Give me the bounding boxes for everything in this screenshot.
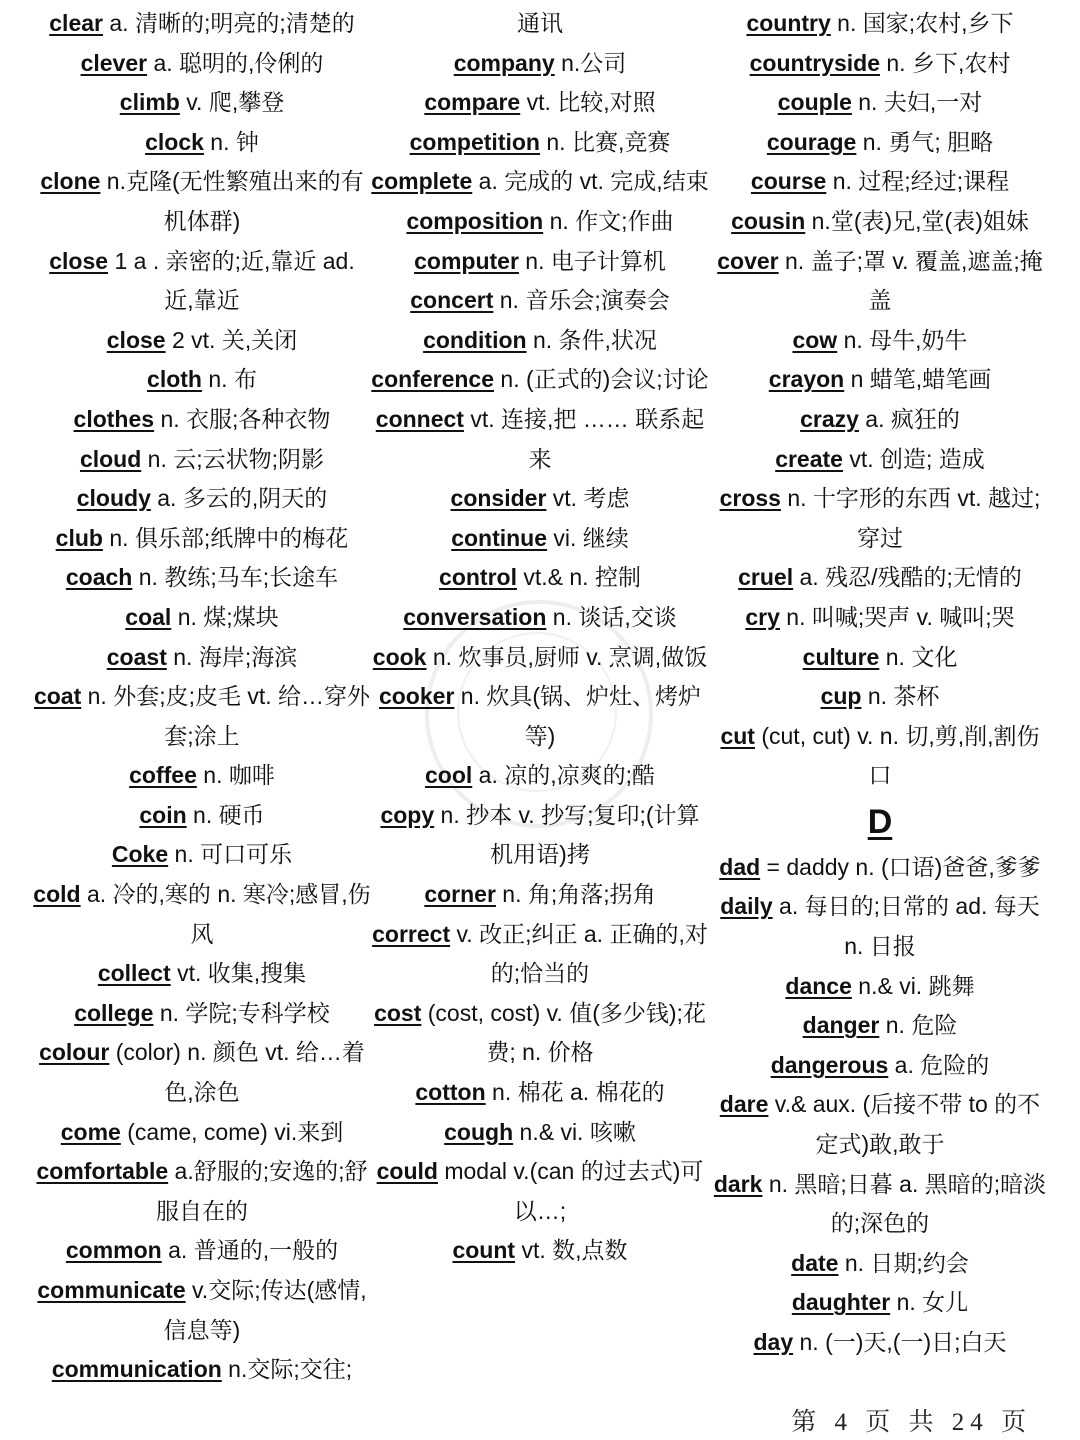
definition: vt. 比较,对照 [520, 89, 656, 116]
vocab-entry [32, 321, 372, 361]
vocab-entry [710, 967, 1050, 1007]
vocab-entry [370, 1113, 710, 1153]
definition: n. 棉花 a. 棉花的 [485, 1079, 665, 1106]
definition: a. 每日的;日常的 ad. 每天 n. 日报 [772, 893, 1040, 960]
headword: cloth [147, 366, 202, 393]
headword: clear [49, 10, 103, 36]
vocab-entry [32, 835, 372, 875]
headword: consider [450, 485, 547, 512]
definition: n. 教练;马车;长途车 [132, 564, 339, 591]
definition: n. 茶杯 [861, 683, 940, 710]
vocab-entry [710, 479, 1050, 558]
headword: culture [802, 643, 880, 670]
headword: clone [40, 168, 101, 195]
definition: n. 咖啡 [196, 762, 275, 789]
vocab-entry [32, 638, 372, 678]
definition: (came, come) vi.来到 [120, 1118, 344, 1145]
headword: coal [125, 603, 172, 630]
headword: coast [106, 643, 167, 670]
definition: n. 作文;作曲 [543, 207, 674, 234]
definition: vt. 数,点数 [515, 1237, 628, 1264]
definition: n. 俱乐部;纸牌中的梅花 [102, 524, 349, 551]
vocab-entry [710, 321, 1050, 361]
headword: cloudy [76, 485, 151, 512]
vocab-entry [710, 360, 1050, 400]
definition: n. 黑暗;日暮 a. 黑暗的;暗淡的;深色的 [762, 1170, 1047, 1237]
vocab-entry [370, 123, 710, 163]
vocab-entry [32, 1271, 372, 1350]
definition: n. 海岸;海滨 [166, 643, 298, 670]
section-letter-heading: D [867, 802, 893, 841]
definition: a. 普通的,一般的 [161, 1237, 339, 1264]
vocab-entry [710, 677, 1050, 717]
vocab-entry [32, 677, 372, 756]
definition: vt. 收集,搜集 [170, 960, 307, 987]
headword: copy [380, 801, 435, 828]
headword: communicate [37, 1277, 186, 1303]
definition: v.交际;传达(感情,信息等) [163, 1277, 367, 1343]
vocab-entry [370, 202, 710, 242]
headword: courage [766, 128, 857, 155]
vocab-entry [710, 1165, 1050, 1244]
vocab-entry [370, 162, 710, 202]
headword: condition [423, 326, 527, 353]
vocab-entry [32, 1152, 372, 1231]
vocab-entry [710, 1046, 1050, 1086]
definition: 通讯 [517, 10, 563, 36]
vocab-entry [710, 400, 1050, 440]
vocab-entry [710, 598, 1050, 638]
headword: comfortable [36, 1158, 169, 1185]
headword: could [376, 1158, 438, 1185]
headword: dad [719, 853, 761, 880]
vocab-entry [32, 1350, 372, 1390]
headword: cold [33, 881, 81, 908]
headword: danger [802, 1012, 880, 1039]
definition: n. 危险 [879, 1012, 958, 1039]
headword: clever [80, 49, 148, 76]
headword: date [791, 1249, 839, 1276]
definition: n. 硬币 [186, 801, 265, 828]
headword: country [746, 10, 831, 36]
headword: close [49, 247, 109, 274]
definition: n. 叫喊;哭声 v. 喊叫;哭 [779, 603, 1015, 630]
vocab-entry [710, 4, 1050, 44]
headword: communication [51, 1356, 222, 1383]
definition: a. 清晰的;明亮的;清楚的 [102, 10, 355, 36]
vocab-entry [32, 44, 372, 84]
vocab-entry [370, 598, 710, 638]
vocab-entry [370, 400, 710, 479]
vocab-entry [370, 558, 710, 598]
headword: company [453, 49, 555, 76]
definition: (cost, cost) v. 值(多少钱);花费; n. 价格 [421, 999, 706, 1066]
definition: n. 日期;约会 [838, 1249, 969, 1276]
headword: cow [792, 326, 838, 353]
page-footer: 第 4 页 共 24 页 [791, 1409, 1032, 1436]
definition: n.& vi. 跳舞 [851, 972, 975, 999]
vocab-entry [370, 994, 710, 1073]
definition: n. 抄本 v. 抄写;复印;(计算机用语)拷 [434, 801, 700, 868]
vocab-entry [32, 83, 372, 123]
vocab-entry [32, 756, 372, 796]
vocab-entry [370, 638, 710, 678]
vocab-entry [710, 242, 1050, 321]
definition: v. 爬,攀登 [179, 89, 285, 116]
vocab-entry [370, 1152, 710, 1231]
definition: n. 外套;皮;皮毛 vt. 给…穿外套;涂上 [81, 683, 371, 749]
headword: corner [424, 881, 496, 908]
column-1 [32, 4, 372, 1390]
headword: concert [410, 287, 494, 314]
vocab-entry [32, 1113, 372, 1153]
headword: complete [371, 168, 473, 195]
vocab-entry [32, 598, 372, 638]
definition: 2 vt. 关,关闭 [165, 326, 298, 353]
vocab-entry [32, 519, 372, 559]
headword: club [55, 524, 103, 551]
definition: n. 比赛,竞赛 [539, 128, 671, 155]
headword: dark [713, 1170, 763, 1197]
vocab-entry [710, 1006, 1050, 1046]
headword: couple [777, 89, 852, 116]
vocab-entry [710, 638, 1050, 678]
headword: cooker [378, 683, 455, 710]
headword: coat [33, 683, 82, 710]
vocab-entry [32, 440, 372, 480]
vocab-entry [710, 717, 1050, 796]
vocab-entry [32, 400, 372, 440]
definition: (cut, cut) v. n. 切,剪,削,割伤口 [754, 722, 1040, 789]
definition: n. 乡下,农村 [880, 49, 1011, 76]
definition: n. 炊具(锅、炉灶、烤炉等) [454, 683, 702, 749]
headword: create [775, 445, 843, 472]
definition: n. (一)天,(一)日;白天 [793, 1329, 1007, 1355]
headword: daily [720, 893, 773, 920]
definition: n. 云;云状物;阴影 [141, 445, 325, 472]
definition: n. 衣服;各种衣物 [154, 405, 331, 432]
vocab-entry [32, 875, 372, 954]
vocab-entry [32, 4, 372, 44]
vocab-entry [710, 1244, 1050, 1284]
headword: composition [406, 207, 544, 234]
definition: n.公司 [554, 49, 627, 76]
definition: n. 谈话,交谈 [546, 603, 677, 630]
headword: connect [375, 405, 464, 432]
vocab-entry [710, 162, 1050, 202]
definition: a. 完成的 vt. 完成,结束 [472, 168, 709, 195]
headword: cross [719, 485, 781, 512]
definition: a. 凉的,凉爽的;酷 [472, 762, 656, 789]
vocab-entry [710, 123, 1050, 163]
vocab-entry [710, 887, 1050, 966]
headword: conversation [403, 603, 547, 630]
vocab-entry [370, 321, 710, 361]
headword: count [452, 1237, 516, 1264]
headword: dare [719, 1091, 769, 1118]
definition: vt. 考虑 [546, 485, 630, 512]
definition: n. 音乐会;演奏会 [493, 287, 670, 314]
headword: cut [720, 722, 755, 749]
definition: n. 钟 [203, 128, 259, 155]
headword: collect [97, 960, 171, 987]
definition: n. 夫妇,一对 [851, 89, 983, 116]
definition: modal v.(can 的过去式)可以…; [437, 1158, 704, 1224]
headword: cook [372, 643, 427, 670]
headword: dance [785, 972, 852, 999]
definition: n.& vi. 咳嗽 [513, 1118, 636, 1145]
definition: n. 国家;农村,乡下 [830, 10, 1014, 36]
headword: daughter [791, 1289, 891, 1316]
headword: close [106, 326, 166, 353]
headword: come [60, 1118, 121, 1145]
vocab-entry [370, 875, 710, 915]
definition: n. 学院;专科学校 [153, 999, 330, 1026]
headword: crazy [800, 405, 859, 432]
vocab-entry [710, 1323, 1050, 1363]
headword: conference [371, 366, 495, 393]
vocab-entry [370, 1231, 710, 1271]
headword: clock [145, 128, 204, 155]
vocab-entry [370, 281, 710, 321]
vocab-entry [710, 848, 1050, 888]
vocab-entry [32, 360, 372, 400]
definition: n. (正式的)会议;讨论 [494, 366, 709, 393]
definition: n.克隆(无性繁殖出来的有机体群) [100, 168, 364, 234]
vocab-entry [370, 360, 710, 400]
definition: v. 改正;纠正 a. 正确的,对的;恰当的 [450, 920, 708, 987]
headword: continue [451, 524, 548, 551]
definition: vt. 连接,把 …… 联系起来 [463, 405, 705, 472]
definition: n. 角;角落;拐角 [495, 881, 656, 908]
vocab-entry [370, 796, 710, 875]
vocab-entry [370, 83, 710, 123]
headword: day [753, 1329, 794, 1355]
vocab-entry [710, 44, 1050, 84]
vocab-entry [710, 558, 1050, 598]
definition: n.堂(表)兄,堂(表)姐妹 [805, 207, 1029, 234]
definition: a. 冷的,寒的 n. 寒冷;感冒,伤风 [80, 881, 371, 947]
vocab-entry [32, 994, 372, 1034]
vocab-entry [32, 1033, 372, 1112]
definition: a. 聪明的,伶俐的 [147, 49, 324, 76]
headword: cruel [738, 564, 794, 591]
vocab-entry [32, 479, 372, 519]
vocab-entry [370, 677, 710, 756]
vocab-entry [32, 162, 372, 241]
definition: n. 炊事员,厨师 v. 烹调,做饭 [426, 643, 708, 670]
headword: competition [409, 128, 540, 155]
headword: control [439, 564, 517, 591]
headword: cousin [731, 207, 806, 234]
headword: cotton [415, 1079, 486, 1106]
vocab-entry [710, 1283, 1050, 1323]
headword: clothes [73, 405, 155, 432]
definition: n. 母牛,奶牛 [837, 326, 968, 353]
definition: a. 危险的 [888, 1051, 990, 1078]
definition: n. 布 [201, 366, 257, 393]
column-2 [370, 4, 710, 1271]
column-3 [710, 4, 1050, 1363]
headword: colour [39, 1039, 110, 1066]
headword: cry [745, 603, 780, 630]
vocab-entry [32, 123, 372, 163]
headword: climb [119, 89, 180, 116]
headword: common [65, 1237, 162, 1264]
definition: n. 过程;经过;课程 [826, 168, 1010, 195]
headword: cool [424, 762, 473, 789]
vocab-entry [710, 202, 1050, 242]
headword: college [74, 999, 154, 1026]
definition: vt. 创造; 造成 [842, 445, 985, 472]
definition: n. 十字形的东西 vt. 越过;穿过 [780, 485, 1041, 551]
definition: n. 女儿 [890, 1289, 969, 1316]
headword: compare [424, 89, 521, 116]
definition: vi. 继续 [547, 524, 629, 551]
definition: a. 残忍/残酷的;无情的 [793, 564, 1022, 591]
vocab-entry [370, 519, 710, 559]
definition: = daddy n. (口语)爸爸,爹爹 [760, 853, 1041, 880]
vocab-entry [370, 242, 710, 282]
definition: vt.& n. 控制 [516, 564, 641, 591]
headword: cough [444, 1118, 514, 1145]
vocab-entry [32, 1231, 372, 1271]
headword: dangerous [770, 1051, 889, 1078]
vocab-entry [32, 558, 372, 598]
headword: coffee [129, 762, 197, 789]
headword: Coke [111, 841, 169, 868]
definition: n. 电子计算机 [518, 247, 666, 274]
definition: n.交际;交往; [221, 1356, 353, 1383]
vocab-entry [32, 242, 372, 321]
vocab-entry [370, 1073, 710, 1113]
definition: n. 条件,状况 [526, 326, 657, 353]
vocab-entry [710, 440, 1050, 480]
definition: n. 可口可乐 [168, 841, 293, 868]
vocab-entry [710, 83, 1050, 123]
vocab-entry [370, 756, 710, 796]
vocab-entry [370, 4, 710, 44]
vocab-entry [370, 479, 710, 519]
definition: a. 多云的,阴天的 [150, 485, 328, 512]
vocab-entry [370, 44, 710, 84]
vocab-entry [32, 954, 372, 994]
headword: crayon [768, 366, 845, 393]
vocab-entry [370, 915, 710, 994]
definition: (color) n. 颜色 vt. 给…着色,涂色 [109, 1039, 365, 1106]
headword: cover [717, 247, 779, 274]
definition: a.舒服的;安逸的;舒服自在的 [156, 1158, 368, 1224]
definition: n. 文化 [879, 643, 958, 670]
headword: countryside [749, 49, 880, 76]
definition: v.& aux. (后接不带 to 的不定式)敢,敢于 [768, 1091, 1041, 1158]
headword: correct [372, 920, 451, 947]
vocab-entry [710, 1085, 1050, 1164]
definition: n. 煤;煤块 [171, 603, 279, 630]
definition: 1 a . 亲密的;近,靠近 ad. 近,靠近 [108, 247, 355, 314]
headword: coach [65, 564, 133, 591]
definition: a. 疯狂的 [858, 405, 960, 432]
headword: cloud [79, 445, 142, 472]
definition: n. 勇气; 胆略 [856, 128, 994, 155]
headword: computer [414, 247, 519, 274]
headword: coin [139, 801, 187, 828]
headword: cup [820, 683, 862, 710]
vocab-entry [32, 796, 372, 836]
definition: n 蜡笔,蜡笔画 [844, 366, 992, 393]
headword: cost [374, 999, 422, 1026]
headword: course [750, 168, 827, 195]
definition: n. 盖子;罩 v. 覆盖,遮盖;掩盖 [778, 247, 1043, 314]
